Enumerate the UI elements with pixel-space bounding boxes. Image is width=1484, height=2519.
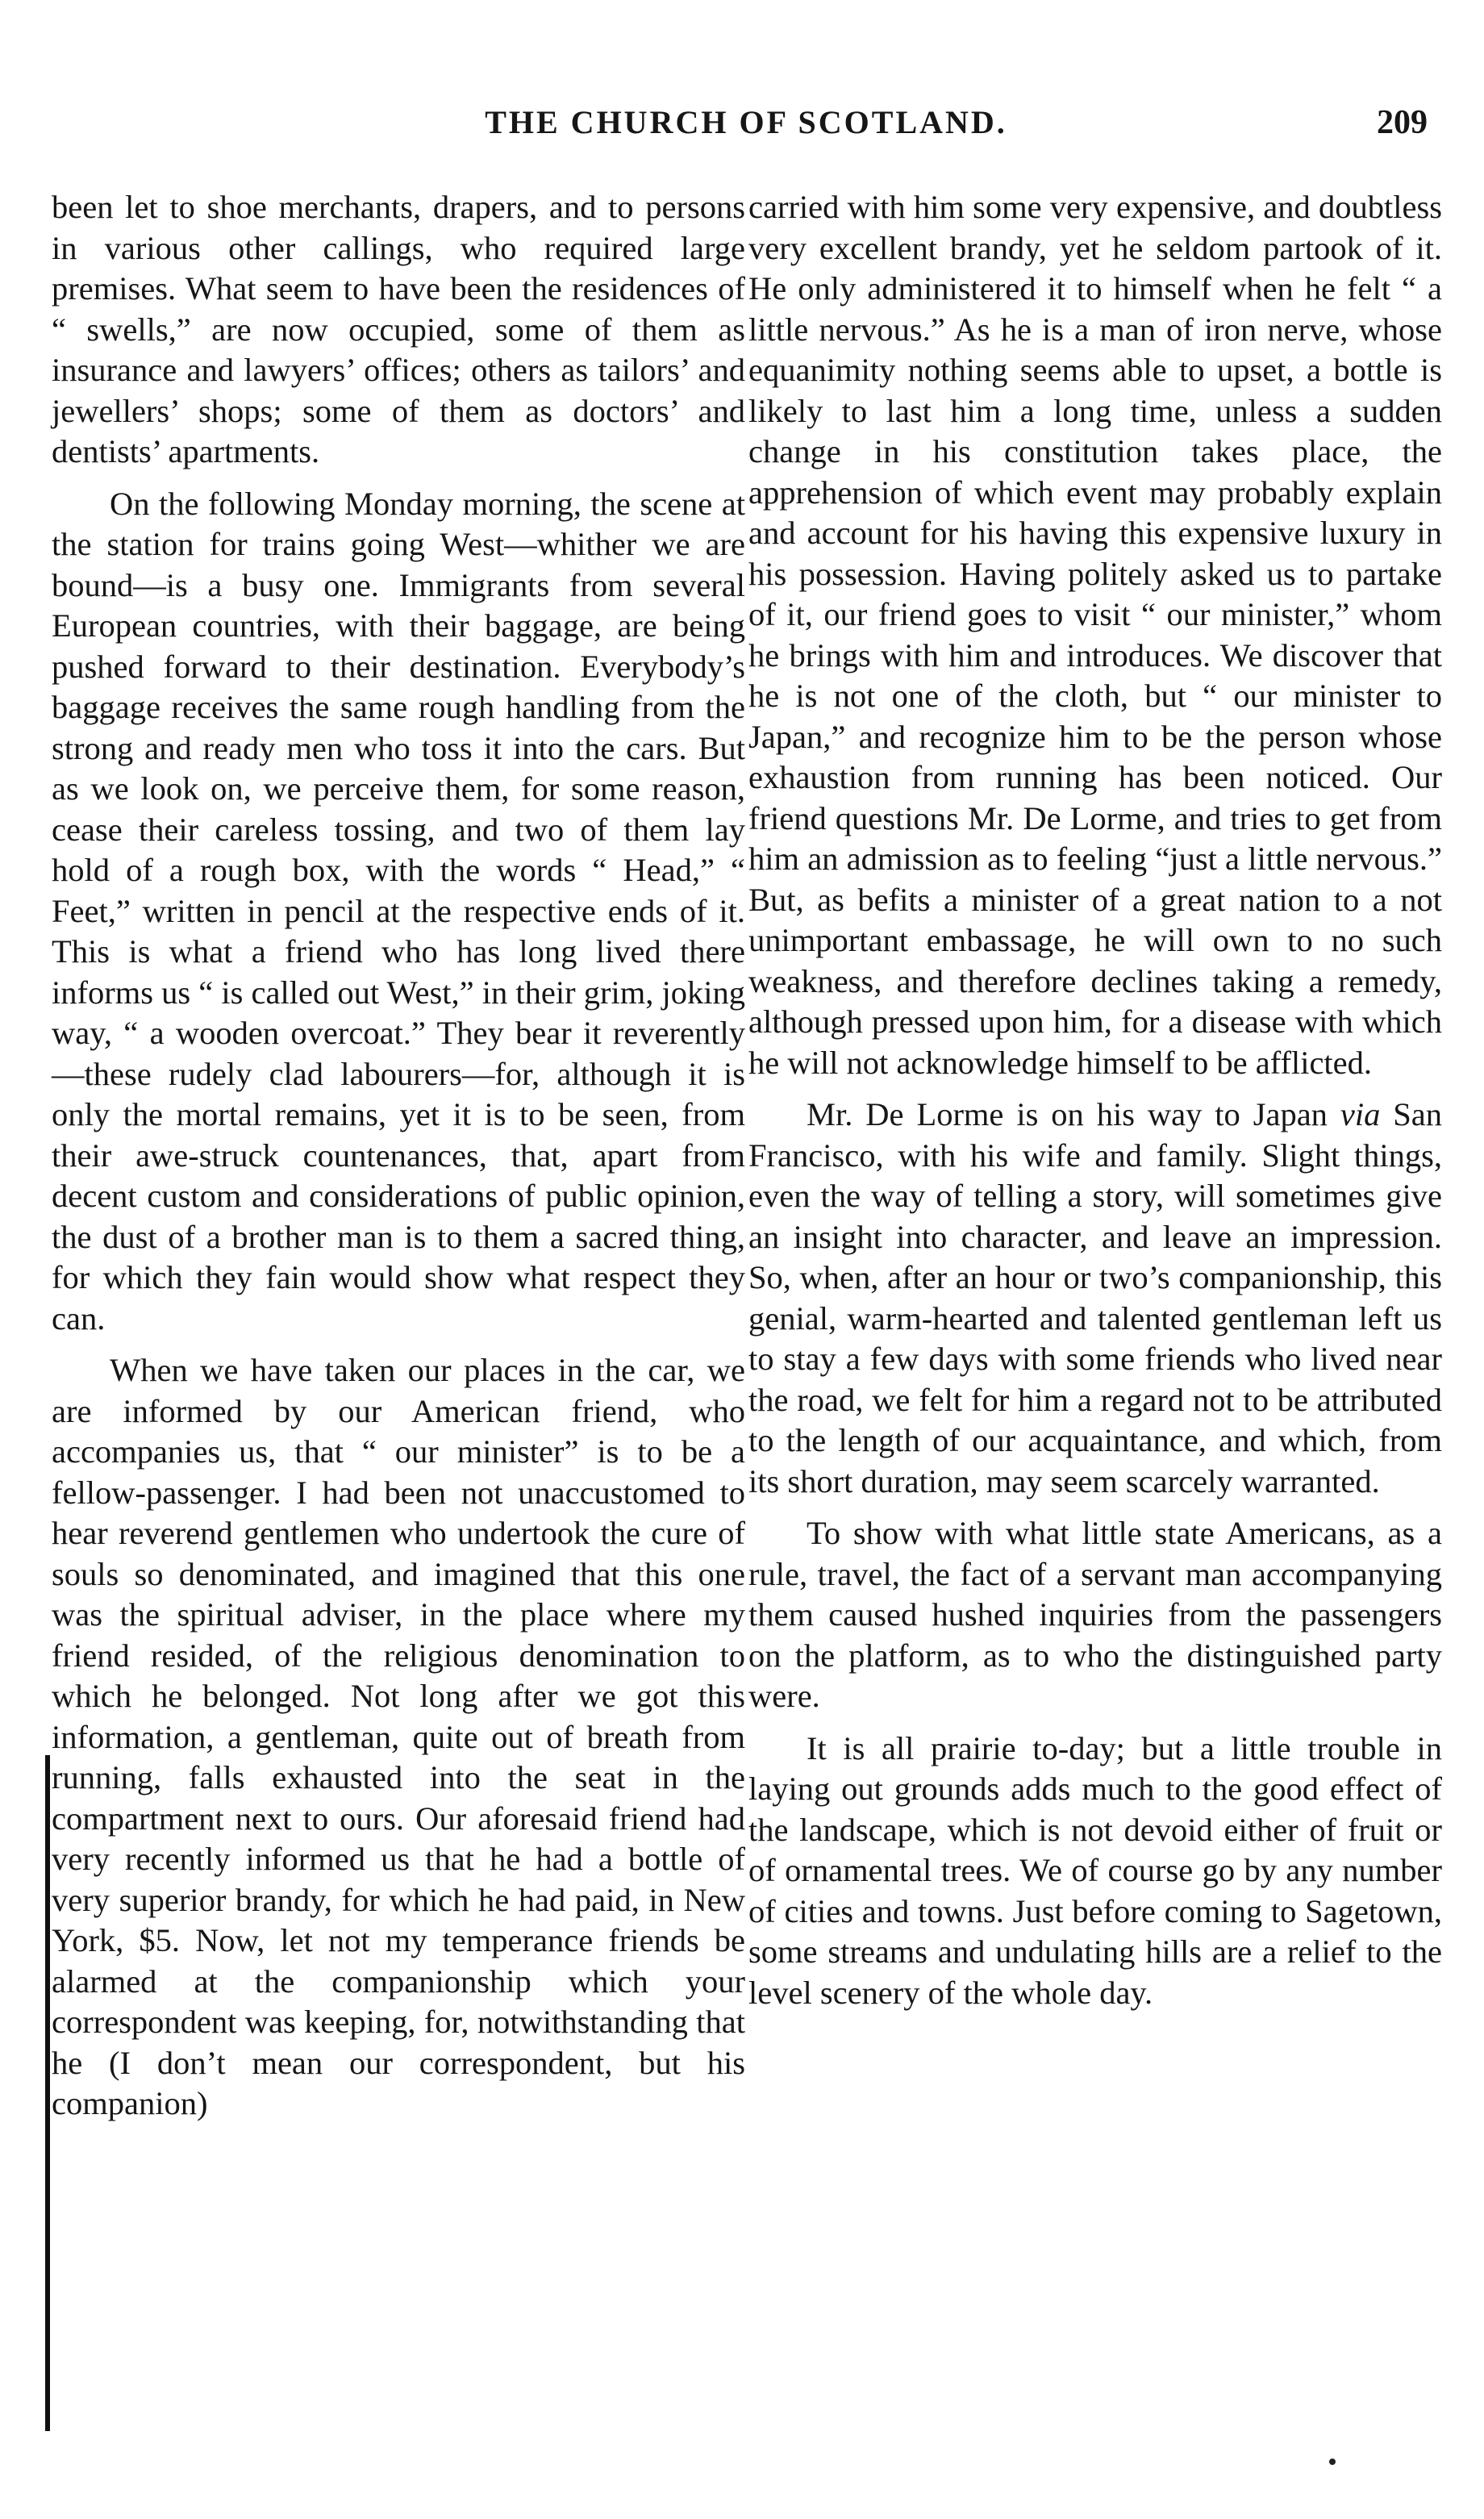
paragraph-shop-premises: been let to shoe merchants, drapers, and to persons in various other callings, who required large premises. What seem to have been the residences of “ swells,” are now occupied, some of them as insurance and lawyers’ offices; others as tailors’ and jewellers’ shops; some of them as doctors’ and dentists’ apartments. (52, 189, 745, 469)
paragraph-expensive-brandy: carried with him some very expensive, and doubtless very excellent brandy, yet he seldom partook of it. He only administered it to himself when he felt “ a little nervous.” As he is a man of iron nerve, whose equanimity nothing seems able to upset, a bottle is likely to last him a long time, unless a sudden change in his constitution takes place, the apprehension of which event may probably explain and account for his having this expensive luxury in his possession. Having politely asked us to partake of it, our friend goes to visit “ our minister,” whom he brings with him and introduces. We discover that he is not one of the cloth, but “ our minister to Japan,” and recognize him to be the person whose exhaustion from running has been noticed. Our friend questions Mr. De Lorme, and tries to get from him an admission as to feeling “just a little nervous.” But, as befits a minister of a great nation to a not unimportant embassage, he will own to no such weakness, and therefore declines taking a remedy, although pressed upon him, for a disease with which he will not acknowledge himself to be afflicted. (748, 189, 1442, 1081)
running-title: THE CHURCH OF SCOTLAND. (485, 104, 1007, 140)
paragraph-de-lorme (748, 1095, 1442, 1502)
de-lorme-text-rest: San Francisco, with his wife and family. Slight things, even the way of telling a story, will sometimes give an insight into character, and leave an impression. So, when, after an hour or two’s companionship, this genial, warm-hearted and talented gentleman left us to stay a few days with some friends who lived near the road, we felt for him a regard not to be attributed to the length of our acquaintance, and which, from its short duration, may seem scarcely warranted. (748, 1096, 1443, 1499)
paragraph-prairie: It is all prairie to-day; but a little trouble in laying out grounds adds much to the good effect of the landscape, which is not devoid either of fruit or of ornamental trees. We of course go by any number of cities and towns. Just before coming to Sagetown, some streams and undulating hills are a relief to the level scenery of the whole day. (748, 1729, 1442, 2011)
de-lorme-text-start: Mr. De Lorme is on his way to Japan (807, 1096, 1328, 1132)
paragraph-little-state: To show with what little state Americans, as a rule, travel, the fact of a servant man accompanying them caused hushed inquiries from the passengers on the platform, as to who the distinguished party were. (748, 1515, 1442, 1714)
left-column (52, 187, 745, 2125)
paragraph-monday-station: On the following Monday morning, the scene at the station for trains going West—whither we are bound—is a busy one. Immigrants from several European countries, with their baggage, are being pushed forward to their destination. Everybody’s baggage receives the same rough handling from the strong and ready men who toss it into the cars. But as we look on, we perceive them, for some reason, cease their careless tossing, and two of them lay hold of a rough box, with the words “ Head,” “ Feet,” written in pencil at the respective ends of it. This is what a friend who has long lived there informs us “ is called out West,” in their grim, joking way, “ a wooden overcoat.” They bear it reverently—these rudely clad labourers—for, although it is only the mortal remains, yet it is to be seen, from their awe-struck countenances, that, apart from decent custom and considerations of public opinion, the dust of a brother man is to them a sacred thing, for which they fain would show what respect they can. (52, 485, 745, 1337)
margin-rule (45, 1755, 50, 2431)
page-number: 209 (1377, 104, 1428, 141)
paragraph-our-minister: When we have taken our places in the car, we are informed by our American friend, who accompanies us, that “ our minister” is to be a fellow-passenger. I had been not unaccustomed to hear reverend gentlemen who undertook the cure of souls so denominated, and imagined that this one was the spiritual adviser, in the place where my friend resided, of the religious denomination to which he belonged. Not long after we got this information, a gentleman, quite out of breath from running, falls exhausted into the seat in the compartment next to ours. Our aforesaid friend had very recently informed us that he had a bottle of very superior brandy, for which he had paid, in New York, $5. Now, let not my temperance friends be alarmed at the companionship which your correspondent was keeping, for, notwithstanding that he (I don’t mean our correspondent, but his companion) (52, 1352, 745, 2121)
running-header (65, 103, 1428, 160)
ink-speck (1329, 2459, 1336, 2465)
via-italic: via (1340, 1096, 1381, 1132)
right-column (748, 187, 1442, 2013)
